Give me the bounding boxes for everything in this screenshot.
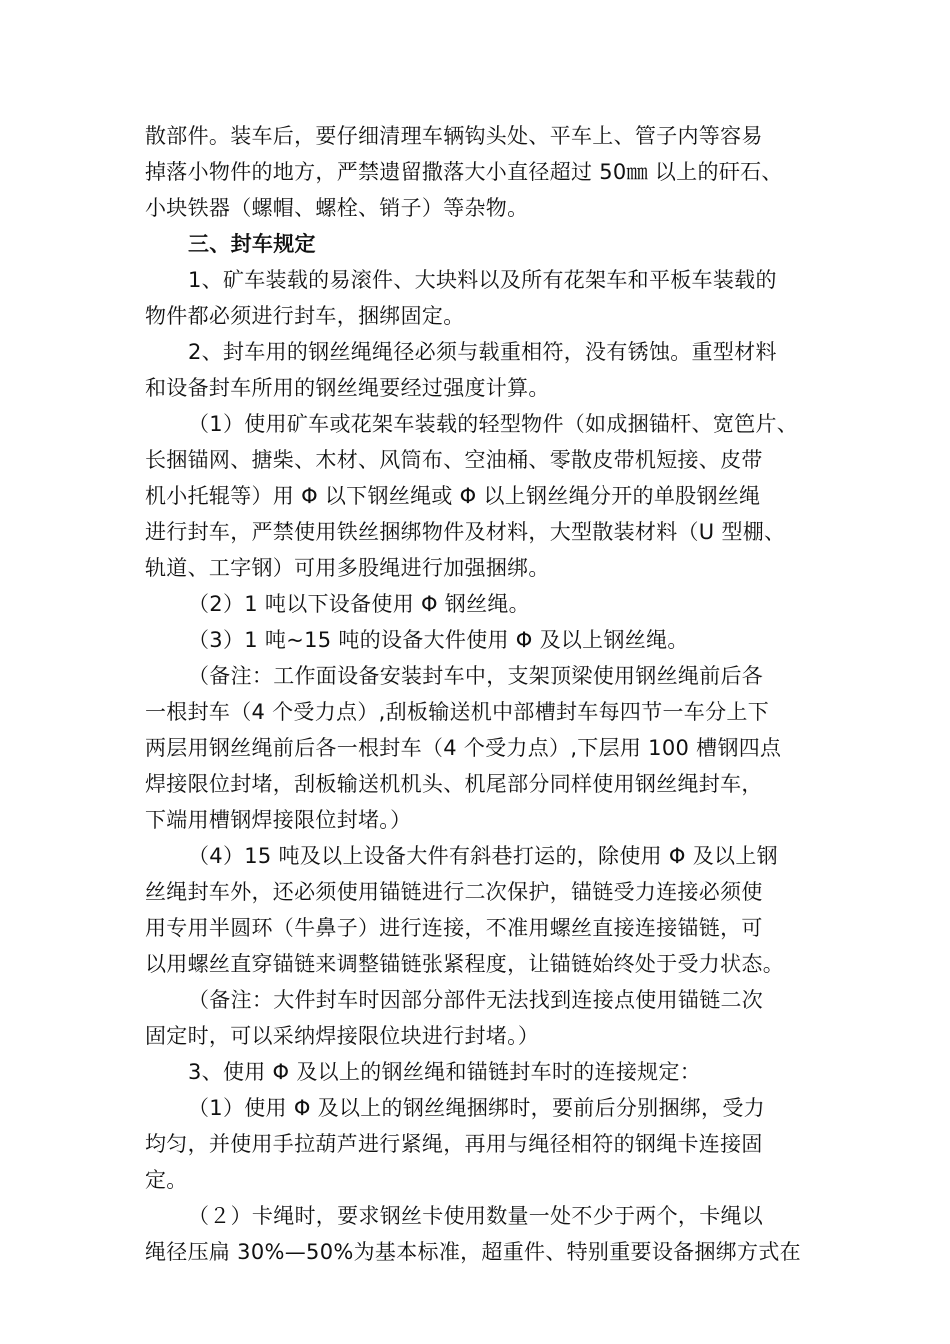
text-line: 进行封车，严禁使用铁丝捆绑物件及材料，大型散装材料（U 型棚、 <box>145 520 786 544</box>
text-line: 长捆锚网、搪柴、木材、风筒布、空油桶、零散皮带机短接、皮带 <box>145 448 763 472</box>
text-line: 定。 <box>145 1168 188 1192</box>
text-line: 掉落小物件的地方，严禁遗留撒落大小直径超过 50㎜ 以上的矸石、 <box>145 160 783 184</box>
text-line: （备注：工作面设备安装封车中，支架顶梁使用钢丝绳前后各 <box>188 664 764 688</box>
text-line: 以用螺丝直穿锚链来调整锚链张紧程度，让锚链始终处于受力状态。 <box>145 952 784 976</box>
text-line: 焊接限位封堵，刮板输送机机头、机尾部分同样使用钢丝绳封车， <box>145 772 763 796</box>
text-line: 物件都必须进行封车，捆绑固定。 <box>145 304 465 328</box>
text-line: （2）1 吨以下设备使用 Φ 钢丝绳。 <box>188 592 530 616</box>
text-line: （1）使用矿车或花架车装载的轻型物件（如成捆锚杆、宽笆片、 <box>188 412 799 436</box>
text-line: （1）使用 Φ 及以上的钢丝绳捆绑时，要前后分别捆绑，受力 <box>188 1096 765 1120</box>
text-line: 1、矿车装载的易滚件、大块料以及所有花架车和平板车装载的 <box>188 268 777 292</box>
text-line: 2、封车用的钢丝绳绳径必须与载重相符，没有锈蚀。重型材料 <box>188 340 777 364</box>
text-line: 固定时，可以采纳焊接限位块进行封堵。） <box>145 1024 540 1048</box>
text-line: 轨道、工字钢）可用多股绳进行加强捆绑。 <box>145 556 550 580</box>
text-line: 下端用槽钢焊接限位封堵。） <box>145 808 412 832</box>
text-line: （4）15 吨及以上设备大件有斜巷打运的，除使用 Φ 及以上钢 <box>188 844 778 868</box>
text-line: 散部件。装车后，要仔细清理车辆钩头处、平车上、管子内等容易 <box>145 124 763 148</box>
section-heading: 三、封车规定 <box>188 232 316 256</box>
text-line: 两层用钢丝绳前后各一根封车（4 个受力点）,下层用 100 槽钢四点 <box>145 736 782 760</box>
text-line: 机小托辊等）用 Φ 以下钢丝绳或 Φ 以上钢丝绳分开的单股钢丝绳 <box>145 484 761 508</box>
text-line: 绳径压扁 30%—50%为基本标准，超重件、特别重要设备捆绑方式在 <box>145 1240 801 1264</box>
text-line: （２）卡绳时，要求钢丝卡使用数量一处不少于两个，卡绳以 <box>188 1204 764 1228</box>
text-line: 丝绳封车外，还必须使用锚链进行二次保护，锚链受力连接必须使 <box>145 880 763 904</box>
text-line: （备注：大件封车时因部分部件无法找到连接点使用锚链二次 <box>188 988 764 1012</box>
text-line: （3）1 吨~15 吨的设备大件使用 Φ 及以上钢丝绳。 <box>188 628 689 652</box>
text-line: 一根封车（4 个受力点）,刮板输送机中部槽封车每四节一车分上下 <box>145 700 770 724</box>
text-line: 小块铁器（螺帽、螺栓、销子）等杂物。 <box>145 196 529 220</box>
text-line: 3、使用 Φ 及以上的钢丝绳和锚链封车时的连接规定： <box>188 1060 702 1084</box>
text-line: 和设备封车所用的钢丝绳要经过强度计算。 <box>145 376 550 400</box>
text-line: 均匀，并使用手拉葫芦进行紧绳，再用与绳径相符的钢绳卡连接固 <box>145 1132 763 1156</box>
text-line: 用专用半圆环（牛鼻子）进行连接，不准用螺丝直接连接锚链，可 <box>145 916 763 940</box>
